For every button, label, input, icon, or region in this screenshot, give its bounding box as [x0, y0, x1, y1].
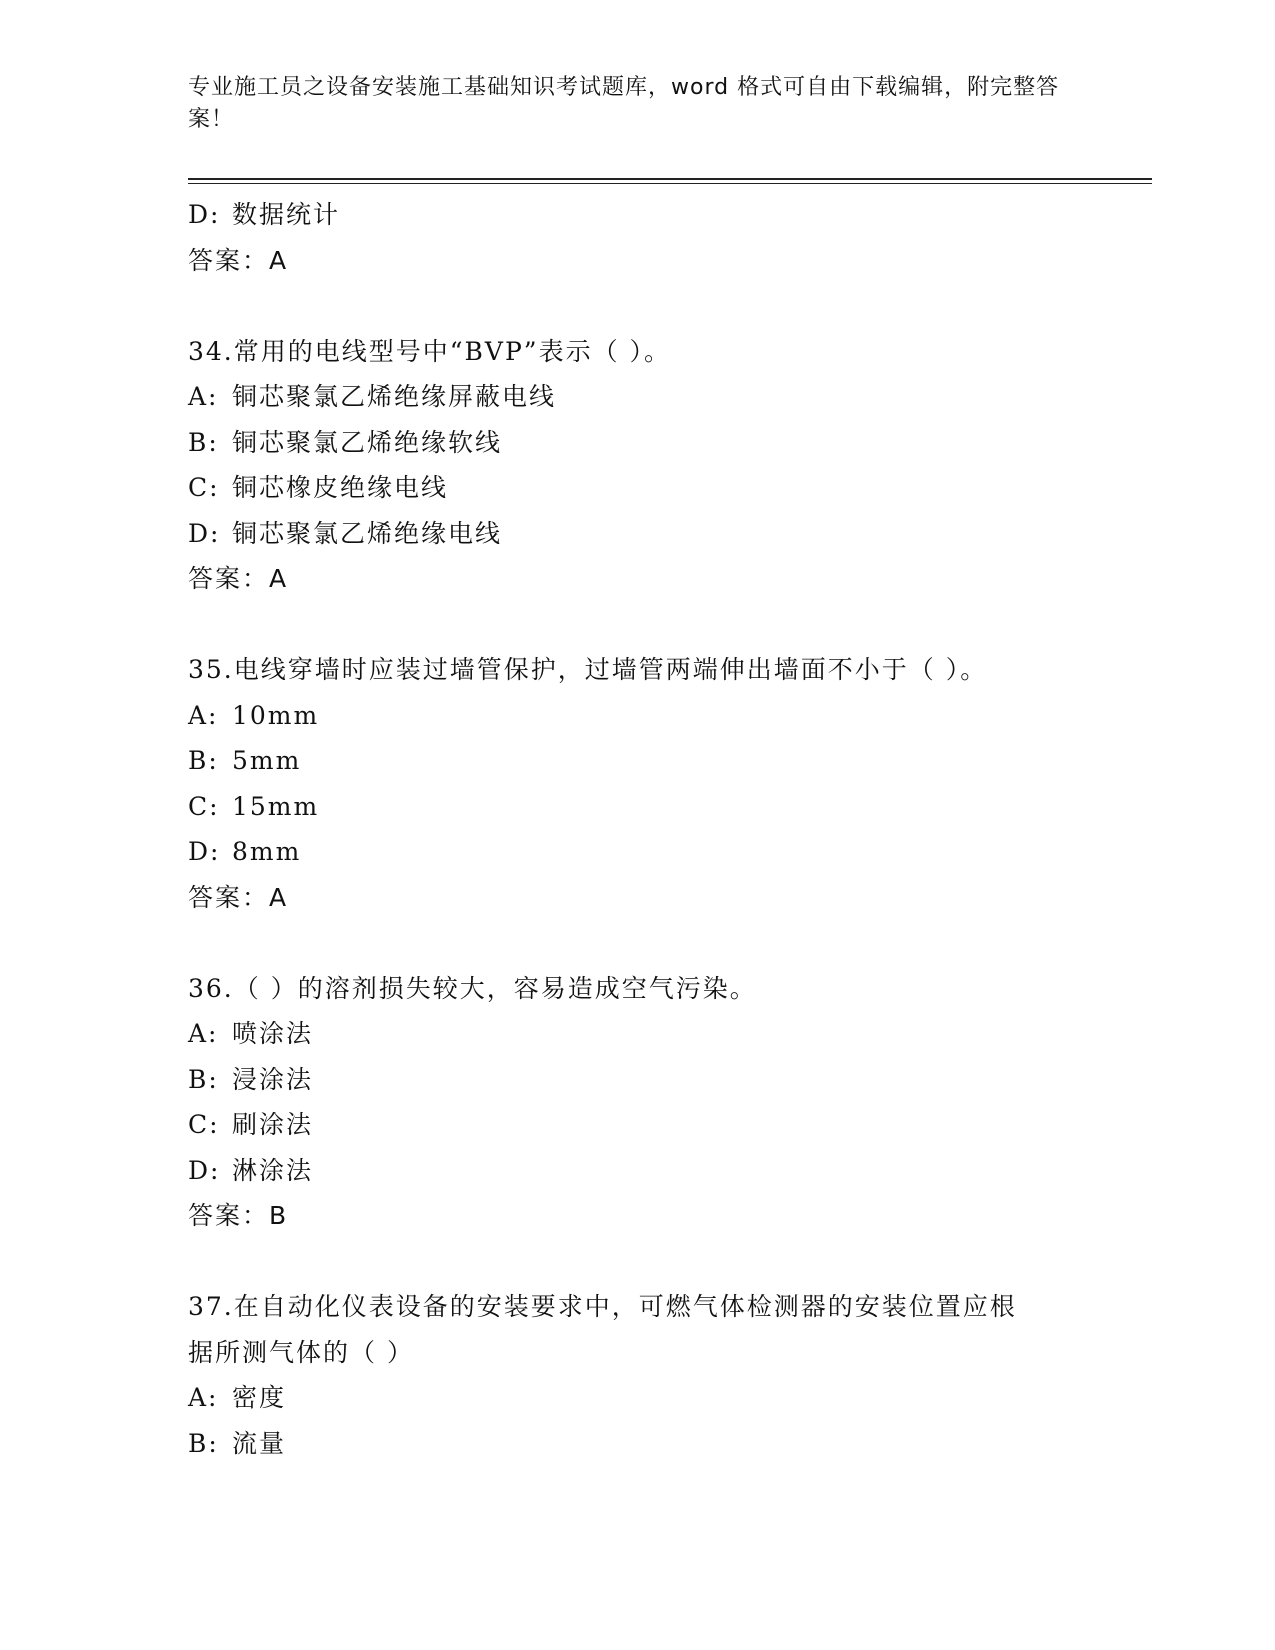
option-c [188, 465, 1088, 511]
option-key: A: [188, 700, 219, 730]
option-a [188, 1375, 1088, 1421]
option-text: 密度 [232, 1383, 287, 1412]
question-34: 34.常用的电线型号中“BVP”表示（ ）。 [188, 336, 672, 366]
option-d [188, 829, 1088, 875]
question-list [188, 192, 1088, 1466]
question-37-line-2: 据所测气体的（ ） [188, 1337, 414, 1367]
option-text: 刷涂法 [232, 1110, 314, 1139]
option-key: B: [188, 746, 219, 775]
option-a [188, 1011, 1088, 1057]
option-text: 15mm [232, 791, 320, 821]
document-header: 专业施工员之设备安装施工基础知识考试题库，word 格式可自由下载编辑，附完整答案！ [188, 75, 1060, 132]
option-key: C: [188, 473, 220, 502]
answer-line: 答案：A [188, 882, 289, 912]
option-key: D: [188, 837, 221, 866]
option-b [188, 420, 1088, 466]
spacer [188, 920, 1088, 966]
answer-line: 答案：B [188, 1201, 289, 1230]
option-text: 铜芯聚氯乙烯绝缘屏蔽电线 [232, 382, 557, 411]
question-36: 36.（ ）的溶剂损失较大，容易造成空气污染。 [188, 973, 757, 1003]
option-text: 浸涂法 [232, 1064, 314, 1094]
spacer [188, 1239, 1088, 1285]
option-b [188, 1421, 1088, 1467]
option-b [188, 1057, 1088, 1103]
header-rule-thin [188, 183, 1152, 184]
answer-line: 答案：A [188, 564, 289, 593]
option-d [188, 1148, 1088, 1194]
option-key: A: [188, 382, 219, 411]
option-text: 喷涂法 [232, 1019, 314, 1048]
option-a [188, 374, 1088, 420]
spacer [188, 283, 1088, 329]
option-text: 数据统计 [232, 200, 341, 229]
option-key: B: [188, 1428, 219, 1458]
option-text: 淋涂法 [232, 1155, 314, 1185]
option-c [188, 784, 1088, 830]
option-a [188, 693, 1088, 739]
option-d [188, 511, 1088, 557]
option-key: D: [188, 1155, 221, 1185]
option-key: C: [188, 1110, 220, 1139]
option-c [188, 1102, 1088, 1148]
header-rule-thick [188, 178, 1152, 180]
option-text: 10mm [232, 700, 320, 730]
option-key: B: [188, 1064, 219, 1094]
option-key: A: [188, 1019, 219, 1048]
option-text: 铜芯聚氯乙烯绝缘电线 [232, 518, 503, 548]
spacer [188, 602, 1088, 648]
option-text: 铜芯聚氯乙烯绝缘软线 [232, 427, 503, 457]
option-text: 铜芯橡皮绝缘电线 [232, 473, 449, 502]
option-text: 5mm [232, 746, 302, 775]
question-35: 35.电线穿墙时应装过墙管保护，过墙管两端伸出墙面不小于（ ）。 [188, 655, 988, 684]
answer-line: 答案：A [188, 245, 289, 275]
option-b [188, 738, 1088, 784]
option-text: 8mm [232, 837, 302, 866]
option-key: C: [188, 791, 220, 821]
option-key: B: [188, 427, 219, 457]
question-37-line-1: 37.在自动化仪表设备的安装要求中，可燃气体检测器的安装位置应根 [188, 1292, 1017, 1321]
option-text: 流量 [232, 1428, 287, 1458]
option-d [188, 192, 1088, 238]
option-key: D: [188, 518, 221, 548]
option-key: D: [188, 200, 221, 229]
option-key: A: [188, 1383, 219, 1412]
